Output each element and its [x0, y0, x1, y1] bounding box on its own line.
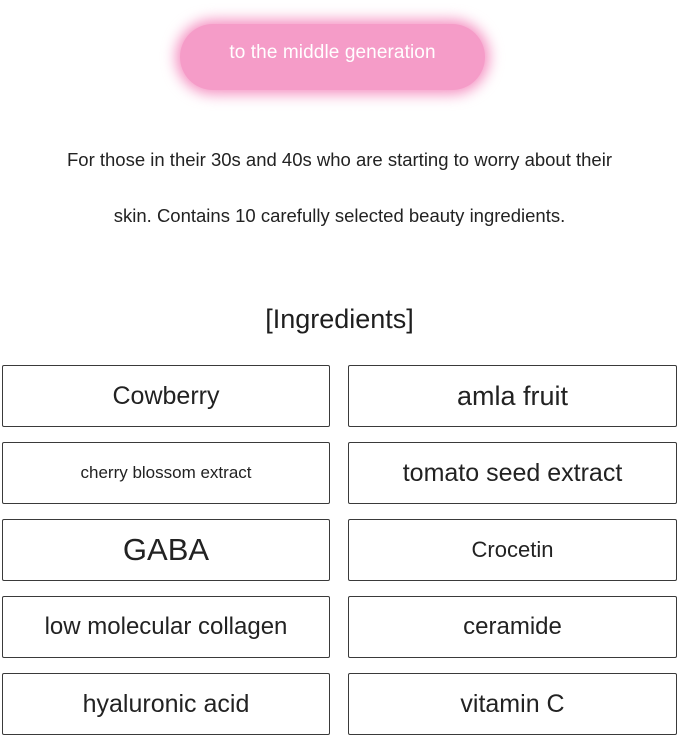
ingredient-cherry-blossom-extract: cherry blossom extract [2, 442, 330, 504]
ingredient-ceramide: ceramide [348, 596, 677, 658]
middle-generation-banner [170, 14, 495, 100]
ingredients-grid [2, 365, 677, 735]
ingredient-tomato-seed-extract: tomato seed extract [348, 442, 677, 504]
ingredient-gaba: GABA [2, 519, 330, 581]
ingredient-low-molecular-collagen: low molecular collagen [2, 596, 330, 658]
banner-label: to the middle generation [229, 42, 436, 63]
ingredient-hyaluronic-acid: hyaluronic acid [2, 673, 330, 735]
ingredient-cowberry: Cowberry [2, 365, 330, 427]
ingredient-crocetin: Crocetin [348, 519, 677, 581]
intro-line-1: For those in their 30s and 40s who are starting to worry about their [66, 149, 612, 170]
ingredient-vitamin-c: vitamin C [348, 673, 677, 735]
intro-line-2: skin. Contains 10 carefully selected beauty ingredients. [113, 205, 566, 226]
ingredients-heading: [Ingredients] [265, 304, 414, 334]
ingredient-amla-fruit: amla fruit [348, 365, 677, 427]
